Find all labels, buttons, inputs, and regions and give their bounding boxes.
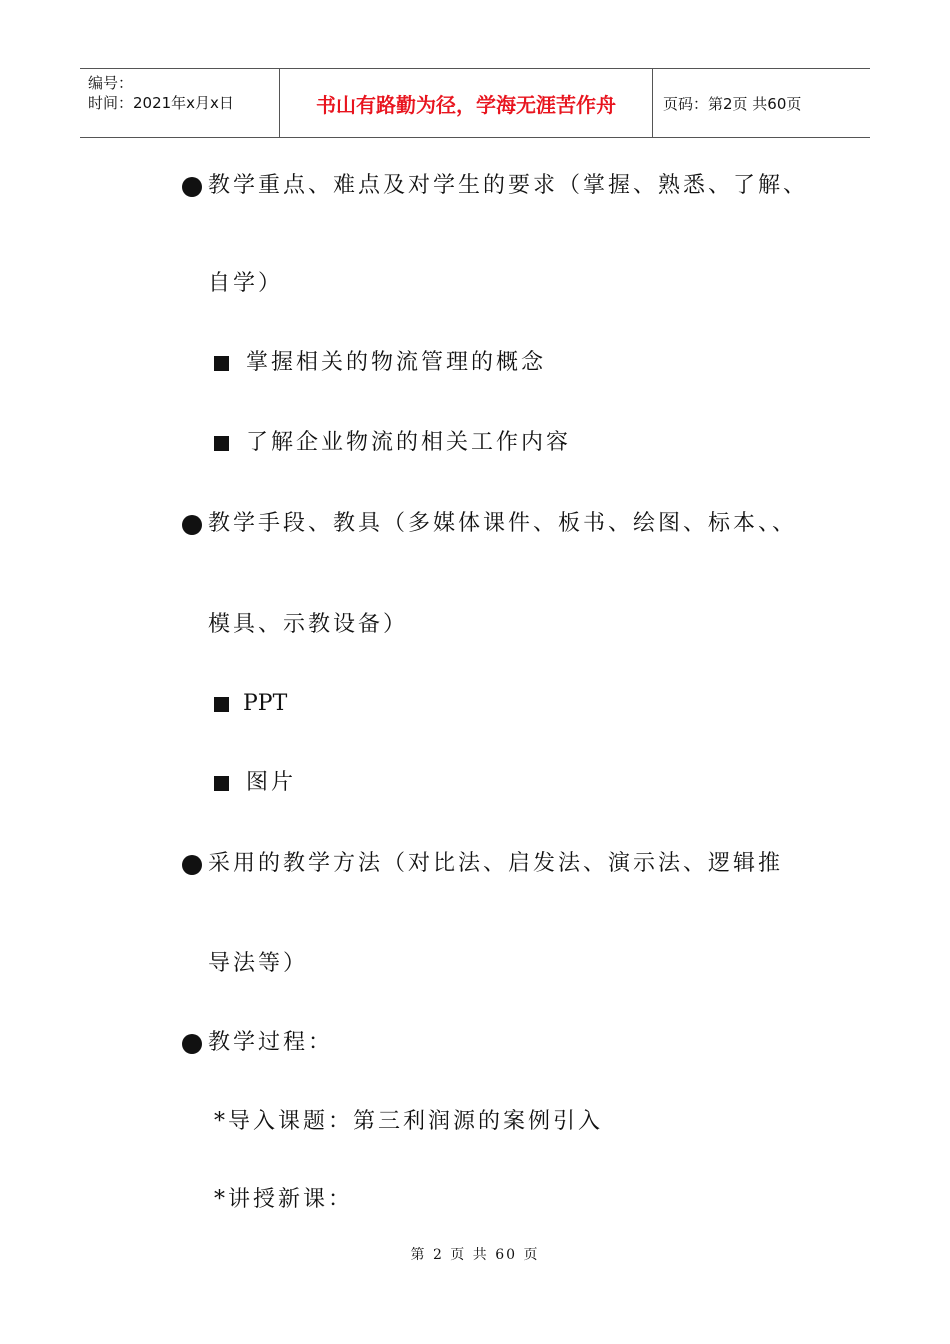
item2-line2: 模具、示教设备） bbox=[208, 612, 409, 637]
page-header bbox=[80, 68, 870, 138]
bullet-dot-icon bbox=[182, 177, 202, 197]
document-time-label: 时间：2021年x月x日 bbox=[88, 94, 234, 112]
document-number-label: 编号： bbox=[88, 74, 134, 92]
bullet-dot-icon bbox=[182, 515, 202, 535]
header-meta bbox=[80, 69, 280, 137]
item2-sub1: PPT bbox=[243, 691, 288, 716]
item2-line1: 教学手段、教具（多媒体课件、板书、绘图、标本、、 bbox=[208, 511, 798, 536]
item4-sub1: *导入课题：第三利润源的案例引入 bbox=[214, 1109, 604, 1134]
item3-line1: 采用的教学方法（对比法、启发法、演示法、逻辑推 bbox=[208, 851, 784, 876]
bullet-square-icon bbox=[214, 697, 229, 712]
bullet-square-icon bbox=[214, 436, 229, 451]
item1-line2: 自学） bbox=[208, 271, 284, 296]
item1-sub1: 掌握相关的物流管理的概念 bbox=[246, 350, 547, 375]
item1-sub2: 了解企业物流的相关工作内容 bbox=[246, 430, 572, 455]
header-page-label: 页码：第2页 共60页 bbox=[663, 94, 802, 113]
header-motto: 书山有路勤为径，学海无涯苦作舟 bbox=[280, 69, 653, 137]
bullet-dot-icon bbox=[182, 1034, 202, 1054]
item2-sub2: 图片 bbox=[246, 770, 297, 795]
page-footer: 第 2 页 共 60 页 bbox=[410, 1247, 540, 1263]
bullet-square-icon bbox=[214, 776, 229, 791]
item4-sub2: *讲授新课： bbox=[214, 1187, 354, 1212]
item4-line1: 教学过程： bbox=[208, 1030, 334, 1055]
item3-line2: 导法等） bbox=[208, 951, 309, 976]
bullet-square-icon bbox=[214, 356, 229, 371]
bullet-dot-icon bbox=[182, 855, 202, 875]
item1-line1: 教学重点、难点及对学生的要求（掌握、熟悉、了解、 bbox=[208, 173, 809, 198]
